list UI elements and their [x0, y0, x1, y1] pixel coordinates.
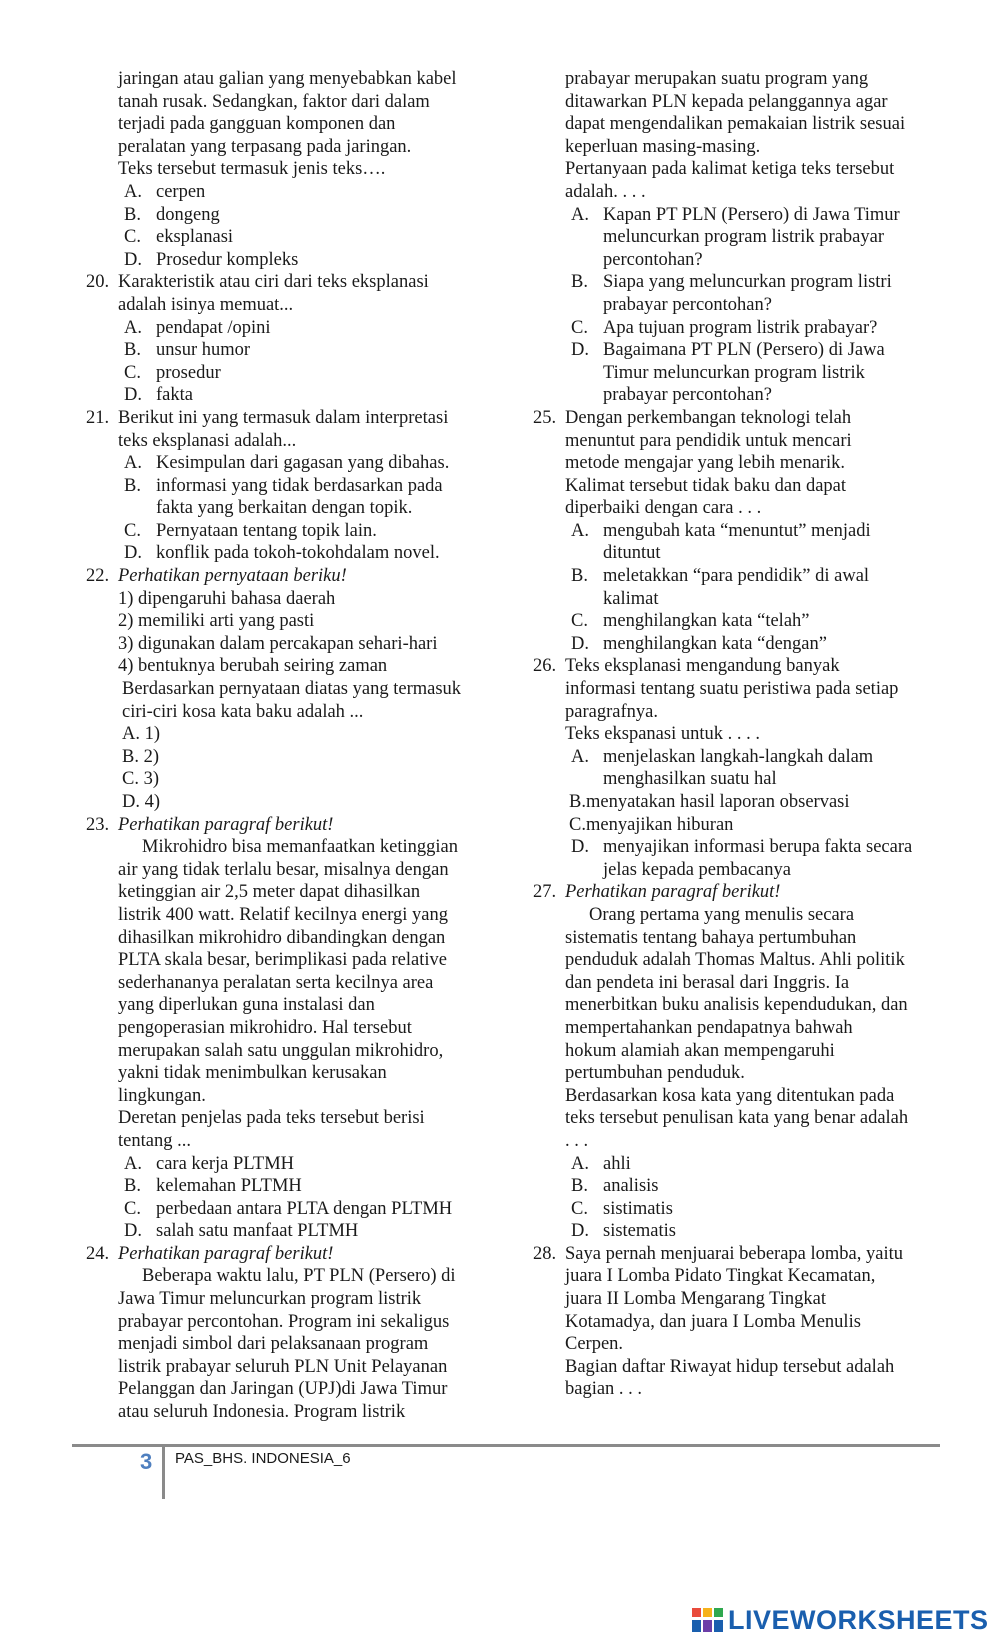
paragraph-line: dan pendeta ini berasal dari Inggris. Ia	[565, 972, 850, 993]
q27-option-c[interactable]: C. sistimatis	[571, 1198, 673, 1219]
q21-option-d[interactable]: D. konflik pada tokoh-tokohdalam novel.	[124, 543, 440, 564]
q21-option-a[interactable]: A. Kesimpulan dari gagasan yang dibahas.	[124, 453, 450, 474]
paragraph-line: listrik 400 watt. Relatif kecilnya energi yang	[118, 904, 449, 925]
q25-option-d[interactable]: D. menghilangkan kata “dengan”	[571, 633, 827, 654]
question-23	[86, 814, 486, 1243]
page-number: 3	[140, 1449, 153, 1474]
q23-option-d[interactable]: D. salah satu manfaat PLTMH	[124, 1221, 359, 1242]
question-28	[533, 1243, 935, 1401]
q24-option-c[interactable]: C. Apa tujuan program listrik prabayar?	[571, 317, 878, 338]
question-instruction: Perhatikan paragraf berikut!	[118, 814, 334, 835]
question-number: 24.	[86, 1243, 110, 1264]
question-text: Berdasarkan kosa kata yang ditentukan pada	[565, 1085, 895, 1106]
paragraph-line: atau seluruh Indonesia. Program listrik	[118, 1402, 406, 1423]
question-text: Teks eksplanasi mengandung banyak	[565, 656, 840, 677]
q20-option-b[interactable]: B. unsur humor	[124, 340, 251, 361]
question-text: Cerpen.	[565, 1334, 624, 1355]
question-text: Saya pernah menjuarai beberapa lomba, yaitu	[565, 1243, 903, 1264]
paragraph-line: listrik prabayar seluruh PLN Unit Pelayanan	[118, 1356, 448, 1377]
question-20	[86, 271, 486, 407]
text-line: terjadi pada gangguan komponen dan	[118, 114, 396, 135]
paragraph-line: air yang tidak terlalu besar, misalnya dengan	[118, 859, 449, 880]
question-21	[86, 407, 486, 565]
q21-option-b[interactable]: B. informasi yang tidak berdasarkan pada	[124, 475, 443, 496]
question-text: Kotamadya, dan juara I Lomba Menulis	[565, 1311, 861, 1332]
question-26	[533, 655, 935, 881]
question-27	[533, 881, 935, 1243]
q24-option-b-continued: prabayar percontohan?	[603, 294, 772, 315]
question-text: Kalimat tersebut tidak baku dan dapat	[565, 475, 847, 496]
q25-option-b-continued: kalimat	[603, 588, 659, 609]
q22-option-a[interactable]: A. 1)	[122, 724, 161, 745]
q26-option-a[interactable]: A. menjelaskan langkah-langkah dalam	[571, 746, 874, 767]
q26-option-d[interactable]: D. menyajikan informasi berupa fakta secara	[571, 837, 913, 858]
statement-item: 2) memiliki arti yang pasti	[118, 611, 315, 632]
paragraph-line: ketinggian air 2,5 meter dapat dihasilkan	[118, 882, 421, 903]
question-24	[86, 1243, 486, 1424]
q20-option-c[interactable]: C. prosedur	[124, 362, 221, 383]
question-text: juara II Lomba Mengarang Tingkat	[565, 1289, 826, 1310]
q22-option-d[interactable]: D. 4)	[122, 792, 161, 812]
paragraph-line: menjadi simbol dari pelaksanaan program	[118, 1334, 429, 1355]
liveworksheets-logo-icon	[692, 1606, 724, 1634]
liveworksheets-brand[interactable]	[692, 1604, 989, 1636]
paragraph-line: sistematis tentang bahaya pertumbuhan	[565, 927, 857, 948]
question-25	[533, 407, 935, 656]
text-line: peralatan yang terpasang pada jaringan.	[118, 136, 412, 157]
question-text: tentang ...	[118, 1130, 191, 1151]
question-number: 27.	[533, 882, 557, 903]
question-text: . . .	[565, 1130, 589, 1151]
q24-option-d-continued: Timur meluncurkan program listrik	[603, 362, 865, 383]
q22-option-b[interactable]: B. 2)	[122, 746, 159, 767]
right-column	[533, 68, 935, 1401]
footer-doc-label: PAS_BHS. INDONESIA_6	[175, 1450, 351, 1467]
footer-vertical-divider	[162, 1447, 165, 1499]
question-number: 22.	[86, 566, 110, 587]
paragraph-line: Jawa Timur meluncurkan program listrik	[118, 1289, 422, 1310]
q27-option-d[interactable]: D. sistematis	[571, 1221, 676, 1242]
paragraph-line: yakni tidak menimbulkan kerusakan	[118, 1063, 387, 1084]
question-text: teks eksplanasi adalah...	[118, 430, 297, 451]
text-line: jaringan atau galian yang menyebabkan kabel	[118, 69, 457, 89]
q23-option-c[interactable]: C. perbedaan antara PLTA dengan PLTMH	[124, 1198, 453, 1219]
paragraph-line: Mikrohidro bisa memanfaatkan ketinggian	[142, 837, 458, 858]
question-text: bagian . . .	[565, 1379, 643, 1400]
q24-option-b[interactable]: B. Siapa yang meluncurkan program listri	[571, 272, 892, 293]
question-number: 25.	[533, 407, 557, 428]
question-text: Deretan penjelas pada teks tersebut berisi	[118, 1108, 425, 1129]
paragraph-line: penduduk adalah Thomas Maltus. Ahli politik	[565, 950, 905, 971]
q25-option-b[interactable]: B. meletakkan “para pendidik” di awal	[571, 566, 870, 587]
question-instruction: Perhatikan paragraf berikut!	[565, 882, 781, 903]
paragraph-line: ditawarkan PLN kepada pelanggannya agar	[565, 91, 888, 112]
statement-item: 4) bentuknya berubah seiring zaman	[118, 656, 388, 677]
question-text: adalah. . . .	[565, 181, 646, 202]
paragraph-line: keperluan masing-masing.	[565, 136, 761, 157]
question-text: teks tersebut penulisan kata yang benar adalah	[565, 1108, 909, 1129]
q25-option-c[interactable]: C. menghilangkan kata “telah”	[571, 611, 810, 632]
q24-option-a-continued: meluncurkan program listrik prabayar	[603, 227, 884, 248]
question-number: 28.	[533, 1243, 557, 1264]
question-text: Dengan perkembangan teknologi telah	[565, 407, 852, 428]
paragraph-line: menerbitkan buku analisis kependudukan, dan	[565, 995, 908, 1016]
q19-option-c[interactable]: C. eksplanasi	[124, 227, 234, 248]
question-text: Bagian daftar Riwayat hidup tersebut adalah	[565, 1356, 895, 1377]
question-text: Berikut ini yang termasuk dalam interpretasi	[118, 407, 449, 428]
q25-option-a[interactable]: A. mengubah kata “menuntut” menjadi	[571, 520, 871, 541]
q24-continuation	[533, 68, 935, 407]
question-text: menuntut para pendidik untuk mencari	[565, 430, 852, 451]
question-22	[86, 565, 486, 814]
question-text: metode mengajar yang lebih menarik.	[565, 453, 845, 474]
question-text: paragrafnya.	[565, 701, 658, 722]
q26-option-d-continued: jelas kepada pembacanya	[603, 859, 791, 880]
q19-option-b[interactable]: B. dongeng	[124, 204, 220, 225]
paragraph-line: merupakan salah satu unggulan mikrohidro,	[118, 1040, 444, 1061]
paragraph-line: prabayar percontohan. Program ini sekaligus	[118, 1311, 450, 1332]
paragraph-line: yang diperlukan guna instalasi dan	[118, 995, 375, 1016]
q24-option-d-continued: prabayar percontohan?	[603, 385, 772, 406]
paragraph-line: dapat mengendalikan pemakaian listrik sesuai	[565, 114, 906, 135]
question-text: Karakteristik atau ciri dari teks eksplanasi	[118, 272, 429, 293]
q26-option-c[interactable]: C.menyajikan hiburan	[569, 814, 734, 835]
text-line: tanah rusak. Sedangkan, faktor dari dalam	[118, 91, 430, 112]
question-text: Pertanyaan pada kalimat ketiga teks tersebut	[565, 159, 895, 180]
paragraph-line: Orang pertama yang menulis secara	[589, 904, 855, 925]
question-number: 26.	[533, 656, 557, 677]
paragraph-line: pengoperasian mikrohidro. Hal tersebut	[118, 1017, 412, 1038]
paragraph-line: PLTA skala besar, berimplikasi pada relative	[118, 950, 447, 971]
q24-option-a[interactable]: A. Kapan PT PLN (Persero) di Jawa Timur	[571, 204, 900, 225]
left-column	[86, 68, 486, 1424]
question-text: diperbaiki dengan cara . . .	[565, 498, 762, 519]
paragraph-line: sederhananya peralatan serta kecilnya area	[118, 972, 434, 993]
brand-name: LIVEWORKSHEETS	[728, 1604, 989, 1635]
q27-option-a[interactable]: A. ahli	[571, 1153, 631, 1174]
q24-option-a-continued: percontohan?	[603, 249, 703, 270]
question-number: 21.	[86, 407, 110, 428]
paragraph-line: lingkungan.	[118, 1085, 206, 1106]
q23-option-b[interactable]: B. kelemahan PLTMH	[124, 1176, 302, 1197]
q24-option-d[interactable]: D. Bagaimana PT PLN (Persero) di Jawa	[571, 340, 885, 361]
q22-option-c[interactable]: C. 3)	[122, 769, 159, 790]
question-text: informasi tentang suatu peristiwa pada setiap	[565, 679, 899, 700]
q19-option-a[interactable]: A. cerpen	[124, 181, 206, 202]
footer-divider	[72, 1444, 940, 1447]
question-instruction: Perhatikan pernyataan beriku!	[118, 566, 347, 587]
q27-option-b[interactable]: B. analisis	[571, 1176, 659, 1197]
text-line: Teks tersebut termasuk jenis teks….	[118, 159, 386, 180]
q21-option-c[interactable]: C. Pernyataan tentang topik lain.	[124, 520, 377, 541]
q25-option-a-continued: dituntut	[603, 543, 661, 564]
q21-option-b-continued: fakta yang berkaitan dengan topik.	[156, 498, 413, 519]
question-text: Berdasarkan pernyataan diatas yang termasuk	[122, 679, 462, 700]
q20-option-d[interactable]: D. fakta	[124, 385, 193, 406]
statement-item: 3) digunakan dalam percakapan sehari-hari	[118, 633, 438, 654]
question-number: 20.	[86, 272, 110, 293]
question-instruction: Perhatikan paragraf berikut!	[118, 1243, 334, 1264]
paragraph-line: dihasilkan mikrohidro dibandingkan dengan	[118, 927, 446, 948]
paragraph-line: pertumbuhan penduduk.	[565, 1063, 745, 1084]
question-number: 23.	[86, 814, 110, 835]
paragraph-line: Beberapa waktu lalu, PT PLN (Persero) di	[142, 1266, 456, 1287]
question-text: Teks ekspanasi untuk . . . .	[565, 724, 760, 745]
statement-item: 1) dipengaruhi bahasa daerah	[118, 588, 336, 609]
paragraph-line: prabayar merupakan suatu program yang	[565, 69, 869, 89]
question-text: adalah isinya memuat...	[118, 294, 294, 315]
q26-option-b[interactable]: B.menyatakan hasil laporan observasi	[569, 792, 850, 812]
paragraph-line: Pelanggan dan Jaringan (UPJ)di Jawa Timur	[118, 1379, 448, 1400]
q19-option-d[interactable]: D. Prosedur kompleks	[124, 249, 299, 270]
q26-option-a-continued: menghasilkan suatu hal	[603, 769, 777, 790]
paragraph-line: hokum alamiah akan mempengaruhi	[565, 1040, 835, 1061]
paragraph-line: mempertahankan pendapatnya bahwah	[565, 1017, 853, 1038]
q20-option-a[interactable]: A. pendapat /opini	[124, 317, 271, 338]
question-text: ciri-ciri kosa kata baku adalah ...	[122, 701, 364, 722]
q19-continuation	[86, 68, 486, 271]
q23-option-a[interactable]: A. cara kerja PLTMH	[124, 1153, 295, 1174]
question-text: juara I Lomba Pidato Tingkat Kecamatan,	[565, 1266, 876, 1287]
